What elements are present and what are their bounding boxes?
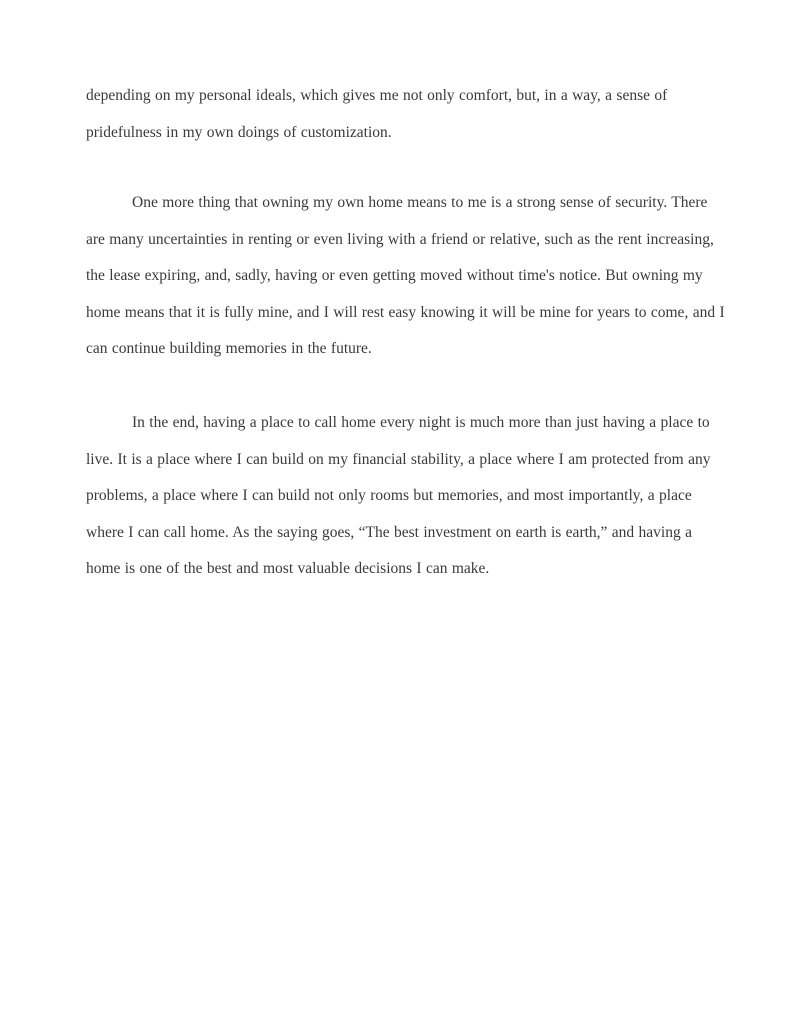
paragraph-conclusion: In the end, having a place to call home every night is much more than just having a place to live. It is a place where I can build on my financial stability, a place where I am protected from any problems, a place where I can build not only rooms but memories, and most importantly, a place where I can call home. As the saying goes, “The best investment on earth is earth,” and having a home is one of the best and most valuable decisions I can make. (86, 414, 711, 577)
paragraph-continued: depending on my personal ideals, which gives me not only comfort, but, in a way, a sense of pridefulness in my own doings of customization. (86, 87, 668, 141)
paragraph-security: One more thing that owning my own home means to me is a strong sense of security. There are many uncertainties in renting or even living with a friend or relative, such as the rent increasing, the lease expiring, and, sadly, having or even getting moved without time's notice. But owning my home means that it is fully mine, and I will rest easy knowing it will be mine for years to come, and I can continue building memories in the future. (86, 194, 725, 357)
